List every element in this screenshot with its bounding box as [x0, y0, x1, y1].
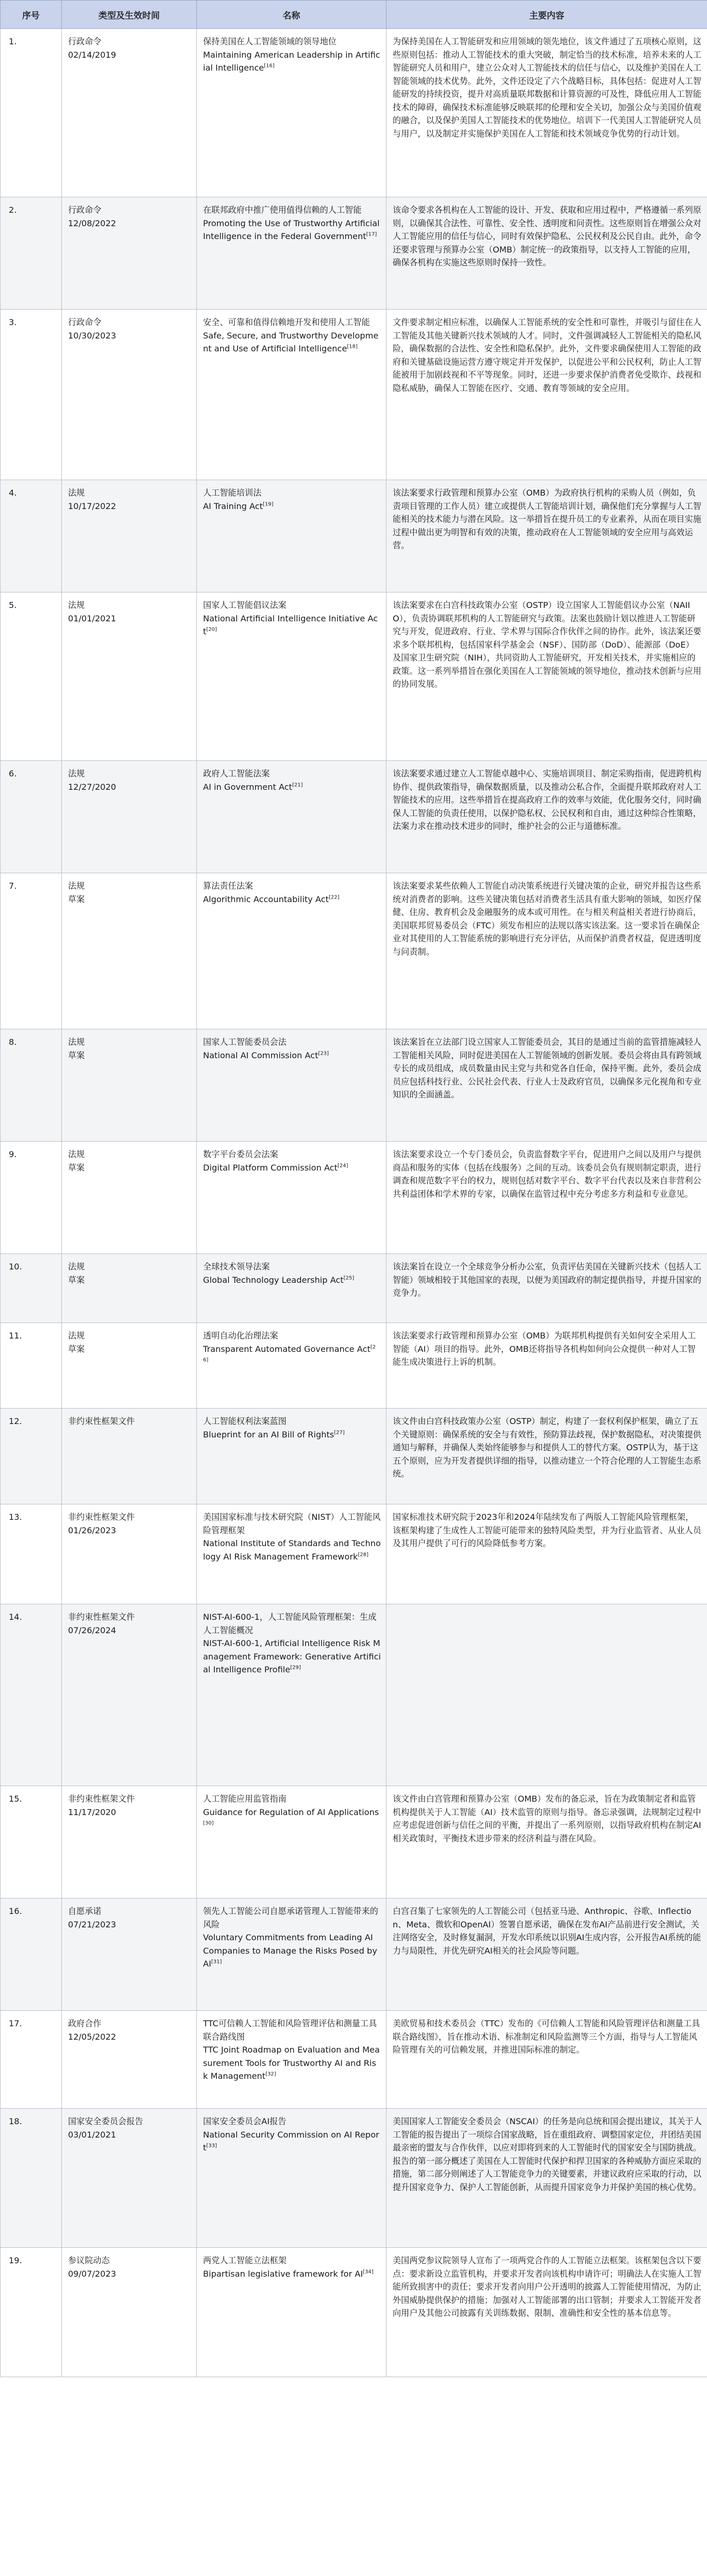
row-index: 4.: [1, 480, 62, 592]
row-type: 法规: [68, 881, 85, 891]
row-type: 法规: [68, 769, 85, 778]
header-name: 名称: [197, 1, 386, 29]
row-name-cell: [197, 873, 386, 1029]
row-type: 行政命令: [68, 205, 102, 215]
row-name-en: [203, 1537, 381, 1563]
row-content: 美欧贸易和技术委员会（TTC）发布的《可信赖人工智能和风险管理评估和测量工具联合路线图》，旨在推动术语、标准制定和风险监测等三个方面，指导与人工智能风险管理有关的可信赖发展，并推进国际标准的制定。: [386, 2011, 707, 2109]
row-date: 10/17/2022: [68, 501, 116, 511]
row-name-cell: [197, 1409, 386, 1504]
row-index: 12.: [1, 1409, 62, 1504]
row-name-cell: [197, 29, 386, 197]
table-row: [1, 480, 707, 592]
row-name-en-text: National Security Commission on AI Report: [203, 2129, 379, 2153]
row-type-cell: [62, 1409, 197, 1504]
row-name-cn: 国家人工智能委员会法: [203, 1037, 287, 1047]
row-type-secondary: 草案: [68, 1050, 85, 1060]
row-date: 07/26/2024: [68, 1625, 116, 1635]
row-type-secondary: 草案: [68, 1344, 85, 1354]
row-name-en: [203, 1049, 381, 1062]
table-row: [1, 592, 707, 761]
row-index: 8.: [1, 1029, 62, 1142]
row-type-cell: [62, 1254, 197, 1323]
row-name-cell: [197, 1504, 386, 1604]
row-type-cell: [62, 2109, 197, 2248]
citation-ref: [28]: [358, 1552, 369, 1558]
row-content: 该法案要求行政管理和预算办公室（OMB）为政府执行机构的采购人员（例如，负责项目管理的工作人员）建立或提供人工智能培训计划，确保他们充分掌握与人工智能相关的技术能力与潜在风险。这一举措旨在提升员工的专业素养，从而在项目实施过程中做出更为明智和有效的决策，推动政府在人工智能领域的安全应用与高效运营。: [386, 480, 707, 592]
row-name-cn: 保持美国在人工智能领域的领导地位: [203, 37, 336, 46]
row-name-cell: [197, 1604, 386, 1786]
row-type: 政府合作: [68, 2019, 102, 2028]
row-index: 3.: [1, 310, 62, 480]
row-name-cell: [197, 1142, 386, 1254]
row-name-cell: [197, 480, 386, 592]
table-row: [1, 2109, 707, 2248]
row-content: 文件要求制定相应标准，以确保人工智能系统的安全性和可靠性，并吸引与留住在人工智能及其他关键新兴技术领域的人才。同时，文件强调减轻人工智能相关的隐私风险，确保数据的合法性、安全性和隐私保护。此外，文件要求确保使用人工智能的政府和关键基础设施运营方遵守规定并开发保护，以促进公平和公民权利，防止人工智能被用于加剧歧视和不平等现象。同时，还进一步要求保护消费者免受欺诈、歧视和隐私威胁，确保人工智能在医疗、交通、教育等领域的安全应用。: [386, 310, 707, 480]
table-row: [1, 1254, 707, 1323]
row-type-cell: [62, 1604, 197, 1786]
row-date: 12/08/2022: [68, 218, 116, 228]
row-index: 14.: [1, 1604, 62, 1786]
row-name-en-text: Bipartisan legislative framework for AI: [203, 2268, 363, 2279]
citation-ref: [27]: [334, 1430, 345, 1436]
row-date: 12/27/2020: [68, 782, 116, 792]
row-name-en-text: Digital Platform Commission Act: [203, 1162, 338, 1173]
table-row: [1, 1604, 707, 1786]
row-name-en: [203, 893, 381, 906]
row-index: 6.: [1, 761, 62, 873]
table-row: [1, 1323, 707, 1409]
row-name-cell: [197, 1254, 386, 1323]
citation-ref: [24]: [338, 1163, 348, 1169]
row-index: 13.: [1, 1504, 62, 1604]
citation-ref: [23]: [318, 1050, 329, 1057]
citation-ref: [25]: [343, 1275, 355, 1281]
row-type-secondary: 草案: [68, 1275, 85, 1285]
row-index: 1.: [1, 29, 62, 197]
header-index: 序号: [1, 1, 62, 29]
row-type-cell: [62, 29, 197, 197]
row-name-cell: [197, 2109, 386, 2248]
row-name-en-text: Transparent Automated Governance Act: [203, 1344, 371, 1354]
row-content: 该法案要求行政管理和预算办公室（OMB）为联邦机构提供有关如何安全采用人工智能（AI）项目的指导。此外，OMB还将指导各机构如何向公众提供一种对人工智能生成决策进行上诉的机制。: [386, 1323, 707, 1409]
row-type: 法规: [68, 600, 85, 610]
row-type: 非约束性框架文件: [68, 1794, 135, 1804]
row-name-en-text: Voluntary Commitments from Leading AI Companies to Manage the Risks Posed by AI: [203, 1933, 377, 1969]
row-type: 法规: [68, 1037, 85, 1047]
row-index: 18.: [1, 2109, 62, 2248]
row-type-cell: [62, 480, 197, 592]
row-type: 行政命令: [68, 317, 102, 327]
row-name-en-text: National Institute of Standards and Technology AI Risk Management Framework: [203, 1538, 381, 1562]
row-name-en: [203, 2043, 381, 2083]
table-row: [1, 197, 707, 310]
row-type-cell: [62, 761, 197, 873]
row-type-cell: [62, 873, 197, 1029]
row-name-en: [203, 2267, 381, 2281]
row-name-cn: 算法责任法案: [203, 881, 254, 891]
row-date: 11/17/2020: [68, 1807, 116, 1817]
table-row: [1, 1899, 707, 2011]
row-name-cell: [197, 197, 386, 310]
row-content: 美国两党参议院领导人宣布了一项两党合作的人工智能立法框架。该框架包含以下要点：要求新设立监管机构，并要求开发者向该机构申请许可；明确法人在实施人工智能所致损害中的责任；要求开发者向用户公开透明的披露人工智能使用情况，为防止外国威胁提供保护的措施；加强对人工智能部署的出口管制；并要求人工智能开发者向用户及其他公司披露有关训练数据、限制、准确性和安全性的基本信息等。: [386, 2248, 707, 2377]
row-content: 该文件由白宫科技政策办公室（OSTP）制定，构建了一套权利保护框架，确立了五个关键原则：确保系统的安全与有效性，预防算法歧视，保护数据隐私，对决策提供通知与解释，并确保人类始终能够参与和提供人工的替代方案。OSTP认为，基于这五个原则，应为开发者提供详细的指导，以推动建立一个符合伦理的人工智能生态系统。: [386, 1409, 707, 1504]
row-name-cell: [197, 592, 386, 761]
row-type-cell: [62, 1786, 197, 1899]
row-name-en: [203, 48, 381, 75]
citation-ref: [26]: [203, 1344, 376, 1363]
row-name-en-text: AI Training Act: [203, 501, 263, 511]
table-row: [1, 29, 707, 197]
row-content: 国家标准技术研究院于2023年和2024年陆续发布了两版人工智能风险管理框架，该框架构建了生成性人工智能可能带来的独特风险类型，并为行业监管者、从业人员及其用户提供了可行的风险降低参考方案。: [386, 1504, 707, 1604]
row-type-cell: [62, 1899, 197, 2011]
table-row: [1, 2248, 707, 2377]
row-content: 该文件由白宫管理和预算办公室（OMB）发布的备忘录，旨在为政策制定者和监管机构提供关于人工智能（AI）技术监管的原则与指导。备忘录强调，法规制定过程中应考虑促进创新与信任之间的平衡，并提出了一系列原则，以指导政府机构在制定AI相关政策时，平衡技术进步带来的经济利益与潜在风险。: [386, 1786, 707, 1899]
row-date: 01/26/2023: [68, 1525, 116, 1535]
row-type: 国家安全委员会报告: [68, 2116, 143, 2126]
citation-ref: [17]: [366, 231, 377, 238]
row-name-cn: 在联邦政府中推广使用值得信赖的人工智能: [203, 205, 362, 215]
citation-ref: [21]: [292, 782, 303, 788]
row-index: 11.: [1, 1323, 62, 1409]
row-index: 17.: [1, 2011, 62, 2109]
row-name-cn: 人工智能培训法: [203, 488, 262, 498]
row-name-en-text: Safe, Secure, and Trustworthy Development and Use of Artificial Intelligence: [203, 330, 379, 353]
row-name-en: [203, 329, 381, 355]
row-type-cell: [62, 1142, 197, 1254]
row-content: 该法案要求设立一个专门委员会，负责监督数字平台，促进用户之间以及用户与提供商品和服务的实体（包括在线服务）之间的互动。该委员会负有规则制定职责，进行调查和规范数字平台的权力，规则包括对数字平台、数字平台代表以及来自非营利公共利益团体和学术界的专家，以确保在监管过程中充分考虑多方利益和专业意见。: [386, 1142, 707, 1254]
row-type-cell: [62, 1323, 197, 1409]
table-row: [1, 1029, 707, 1142]
row-name-en: [203, 1931, 381, 1971]
table-row: [1, 761, 707, 873]
row-type: 非约束性框架文件: [68, 1512, 135, 1522]
row-name-en-text: National AI Commission Act: [203, 1050, 318, 1060]
row-content: 该法案旨在设立一个全球竞争分析办公室，负责评估美国在关键新兴技术（包括人工智能）领域相较于其他国家的表现，以便为美国政府的制定提供指导，并提升国家的竞争力。: [386, 1254, 707, 1323]
row-type: 参议院动态: [68, 2256, 110, 2265]
row-name-en: [203, 500, 381, 513]
row-type-secondary: 草案: [68, 894, 85, 904]
citation-ref: [18]: [347, 344, 358, 350]
row-type: 自愿承诺: [68, 1906, 102, 1916]
row-date: 10/30/2023: [68, 330, 116, 341]
row-type-cell: [62, 1504, 197, 1604]
row-type: 行政命令: [68, 37, 102, 46]
row-type-cell: [62, 2248, 197, 2377]
row-content: 该法案要求在白宫科技政策办公室（OSTP）设立国家人工智能倡议办公室（NAIIO），负责协调联邦机构的人工智能研究与政策。法案也鼓励计划以推进人工智能研究与开发，促进政府、行业、学术界与国际合作伙伴之间的协作。此外，该法案还要求多个联邦机构，包括国家科学基金会（NSF）、国防部（DoD）、能源部（DoE）及国家卫生研究院（NIH），共同资助人工智能研究，开发相关技术，并实施相应的政策。这一系列举措旨在强化美国在人工智能领域的领导地位，推动技术创新与应用的协同发展。: [386, 592, 707, 761]
row-name-cell: [197, 310, 386, 480]
table-row: [1, 1786, 707, 1899]
row-date: 09/07/2023: [68, 2268, 116, 2279]
row-content: 为保持美国在人工智能研发和应用领域的领先地位，该文件通过了五项核心原则，这些原则包括：推动人工智能技术的重大突破，制定恰当的技术标准，培养未来的人工智能研究人员和用户，建立公众对人工智能技术的信任与信心，以及维护美国在人工智能领域的技术优势。此外，文件还设定了六个战略目标，具体包括：促进对人工智能研发的持续投资，提升对高质量联邦数据和计算资源的可及性，降低应用人工智能技术的障碍，确保技术标准能够反映联邦的伦理和安全关切，加强公众与美国价值观的融合，以及保护美国人工智能技术的优势地位。培训下一代美国人工智能研究人员与用户，以及制定并实施保护美国在人工智能和技术领域竞争优势的行动计划。: [386, 29, 707, 197]
row-type: 法规: [68, 1262, 85, 1272]
row-name-en: [203, 1428, 381, 1442]
row-name-cell: [197, 1029, 386, 1142]
row-name-en-text: TTC Joint Roadmap on Evaluation and Measurement Tools for Trustworthy AI and Risk Management: [203, 2045, 380, 2081]
row-name-cn: 安全、可靠和值得信赖地开发和使用人工智能: [203, 317, 370, 327]
row-content: 该法案旨在立法部门设立国家人工智能委员会，其目的是通过当前的监管措施减轻人工智能相关风险，同时促进美国在人工智能领域的创新发展。委员会将由具有跨领域专长的成员组成，成员数量由民主党与共和党各自任命，保持平衡。此外，委员会成员应包括科技行业、公民社会代表、行业人士及政府官员，以确保多元化视角和专业知识的全面涵盖。: [386, 1029, 707, 1142]
row-name-cn: 全球技术领导法案: [203, 1262, 270, 1272]
row-name-cn: 领先人工智能公司自愿承诺管理人工智能带来的风险: [203, 1906, 378, 1929]
row-content: 该法案要求某些依赖人工智能自动决策系统进行关键决策的企业，研究并报告这些系统对消费者的影响。这些关键决策包括对消费者生活具有重大影响的领域，如医疗保健、住房、教育机会及金融服务的成本或可用性。在与相关利益相关者进行协商后，美国联邦贸易委员会（FTC）须发布相应的法规以落实该法案。这一要求旨在确保企业对其使用的人工智能系统的影响进行充分评估，从而保护消费者权益，促进透明度与问责制。: [386, 873, 707, 1029]
row-name-en: [203, 1806, 381, 1832]
row-name-en-text: Global Technology Leadership Act: [203, 1275, 344, 1285]
citation-ref: [32]: [265, 2071, 276, 2077]
citation-ref: [22]: [328, 894, 340, 901]
row-content: 白宫召集了七家领先的人工智能公司（包括亚马逊、Anthropic、谷歌、Inflection、Meta、微软和OpenAI）签署自愿承诺，确保在发布AI产品前进行安全测试，关注网络安全，及时修复漏洞，开发水印系统以识别AI生成内容，公开报告AI系统的能力与局限性，并优先研究AI相关的社会风险等问题。: [386, 1899, 707, 2011]
row-name-en-text: AI in Government Act: [203, 782, 293, 792]
citation-ref: [33]: [206, 2143, 217, 2149]
header-content: 主要内容: [386, 1, 707, 29]
row-date: 12/05/2022: [68, 2031, 116, 2042]
table-header-row: [1, 1, 707, 29]
row-name-cn: 人工智能应用监管指南: [203, 1794, 287, 1804]
row-type: 非约束性框架文件: [68, 1416, 135, 1426]
table-row: [1, 1409, 707, 1504]
row-type-cell: [62, 592, 197, 761]
row-name-en-text: Algorithmic Accountability Act: [203, 894, 329, 904]
row-name-en-text: Promoting the Use of Trustworthy Artificial Intelligence in the Federal Government: [203, 218, 380, 241]
row-name-en: [203, 1274, 381, 1287]
row-index: 19.: [1, 2248, 62, 2377]
citation-ref: [34]: [363, 2269, 374, 2275]
row-name-en-text: Guidance for Regulation of AI Applications: [203, 1807, 379, 1817]
citation-ref: [16]: [264, 63, 275, 69]
citation-ref: [30]: [203, 1820, 214, 1826]
row-index: 16.: [1, 1899, 62, 2011]
row-name-cn: 国家人工智能倡议法案: [203, 600, 287, 610]
row-name-en: [203, 217, 381, 243]
table-row: [1, 1142, 707, 1254]
row-content: [386, 1604, 707, 1786]
row-content: 该命令要求各机构在人工智能的设计、开发、获取和应用过程中，严格遵循一系列原则，以确保其合法性、可靠性、安全性、透明度和问责性。这些原则旨在增强公众对人工智能应用的信任与信心，同时有效保护隐私、公民权利及公民自由。此外，命令还要求管理与预算办公室（OMB）制定统一的政策指导，以支持人工智能的应用，确保各机构在实施这些原则时保持一致性。: [386, 197, 707, 310]
header-type: 类型及生效时间: [62, 1, 197, 29]
row-index: 10.: [1, 1254, 62, 1323]
row-name-cn: 人工智能权利法案蓝图: [203, 1416, 287, 1426]
row-type-cell: [62, 197, 197, 310]
row-content: 美国国家人工智能安全委员会（NSCAI）的任务是向总统和国会提出建议，其关于人工智能的报告提出了一项综合国家战略，旨在重组政府、调整国家定位，并团结美国最亲密的盟友与合作伙伴，以应对即将到来的人工智能时代的国家安全与国防挑战。报告的第一部分概述了美国在人工智能时代保护和捍卫国家的各种威胁方面应采取的措施，第二部分则阐述了人工智能竞争力的关键要素，并建议政府应采取的行动，以提升国家竞争力、保护人工智能创新，从而提升国家竞争力并保护美国的核心优势。: [386, 2109, 707, 2248]
row-index: 15.: [1, 1786, 62, 1899]
row-date: 02/14/2019: [68, 49, 116, 60]
row-name-cell: [197, 2011, 386, 2109]
row-index: 2.: [1, 197, 62, 310]
row-name-en-text: National Artificial Intelligence Initiative Act: [203, 613, 378, 636]
row-name-cn: 两党人工智能立法框架: [203, 2256, 287, 2265]
table-row: [1, 873, 707, 1029]
row-type: 法规: [68, 1331, 85, 1341]
row-content: 该法案要求通过建立人工智能卓越中心、实施培训项目、制定采购指南，促进跨机构协作、提供政策指导，确保数据质量，以及推动公私合作，全面提升联邦政府对人工智能技术的应用。这些举措旨在提高政府工作的效率与效能，优化服务交付，同时确保人工智能的负责任使用，以保护隐私权、公民权利和自由，通过这种综合性策略，法案力求在推动技术进步的同时，维护社会的公正与道德标准。: [386, 761, 707, 873]
row-index: 9.: [1, 1142, 62, 1254]
row-name-en-text: Blueprint for an AI Bill of Rights: [203, 1429, 334, 1439]
row-name-cn: TTC可信赖人工智能和风险管理评估和测量工具联合路线图: [203, 2019, 377, 2042]
row-name-en: [203, 2128, 381, 2155]
row-name-cn: 政府人工智能法案: [203, 769, 270, 778]
row-index: 7.: [1, 873, 62, 1029]
row-type: 法规: [68, 1149, 85, 1159]
row-type: 法规: [68, 488, 85, 498]
row-type: 非约束性框架文件: [68, 1612, 135, 1622]
row-name-cell: [197, 761, 386, 873]
row-type-cell: [62, 1029, 197, 1142]
citation-ref: [29]: [290, 1665, 301, 1671]
table-row: [1, 2011, 707, 2109]
citation-ref: [19]: [263, 501, 274, 507]
table-row: [1, 310, 707, 480]
row-name-cn: 数字平台委员会法案: [203, 1149, 278, 1159]
row-name-cn: 国家安全委员会AI报告: [203, 2116, 287, 2126]
citation-ref: [31]: [211, 1959, 222, 1965]
row-name-cell: [197, 1323, 386, 1409]
row-name-cell: [197, 2248, 386, 2377]
row-name-cn: NIST-AI-600-1，人工智能风险管理框架：生成人工智能概况: [203, 1612, 377, 1635]
row-date: 01/01/2021: [68, 613, 116, 623]
row-type-cell: [62, 2011, 197, 2109]
row-type-secondary: 草案: [68, 1162, 85, 1173]
row-index: 5.: [1, 592, 62, 761]
row-name-en-text: NIST-AI-600-1, Artificial Intelligence Risk Management Framework: Generative Artificial Intelligence Profile: [203, 1638, 381, 1674]
row-type-cell: [62, 310, 197, 480]
row-name-en: [203, 1161, 381, 1175]
row-name-cn: 透明自动化治理法案: [203, 1331, 278, 1341]
row-name-en: [203, 612, 381, 638]
row-name-en: [203, 1637, 381, 1676]
citation-ref: [20]: [206, 626, 217, 633]
row-name-cn: 美国国家标准与技术研究院（NIST）人工智能风险管理框架: [203, 1512, 381, 1535]
row-name-cell: [197, 1786, 386, 1899]
table-row: [1, 1504, 707, 1604]
row-date: 03/01/2021: [68, 2129, 116, 2140]
row-name-en: [203, 1343, 381, 1369]
row-date: 07/21/2023: [68, 1919, 116, 1929]
row-name-cell: [197, 1899, 386, 2011]
row-name-en-text: Maintaining American Leadership in Artificial Intelligence: [203, 49, 380, 73]
row-name-en: [203, 781, 381, 794]
